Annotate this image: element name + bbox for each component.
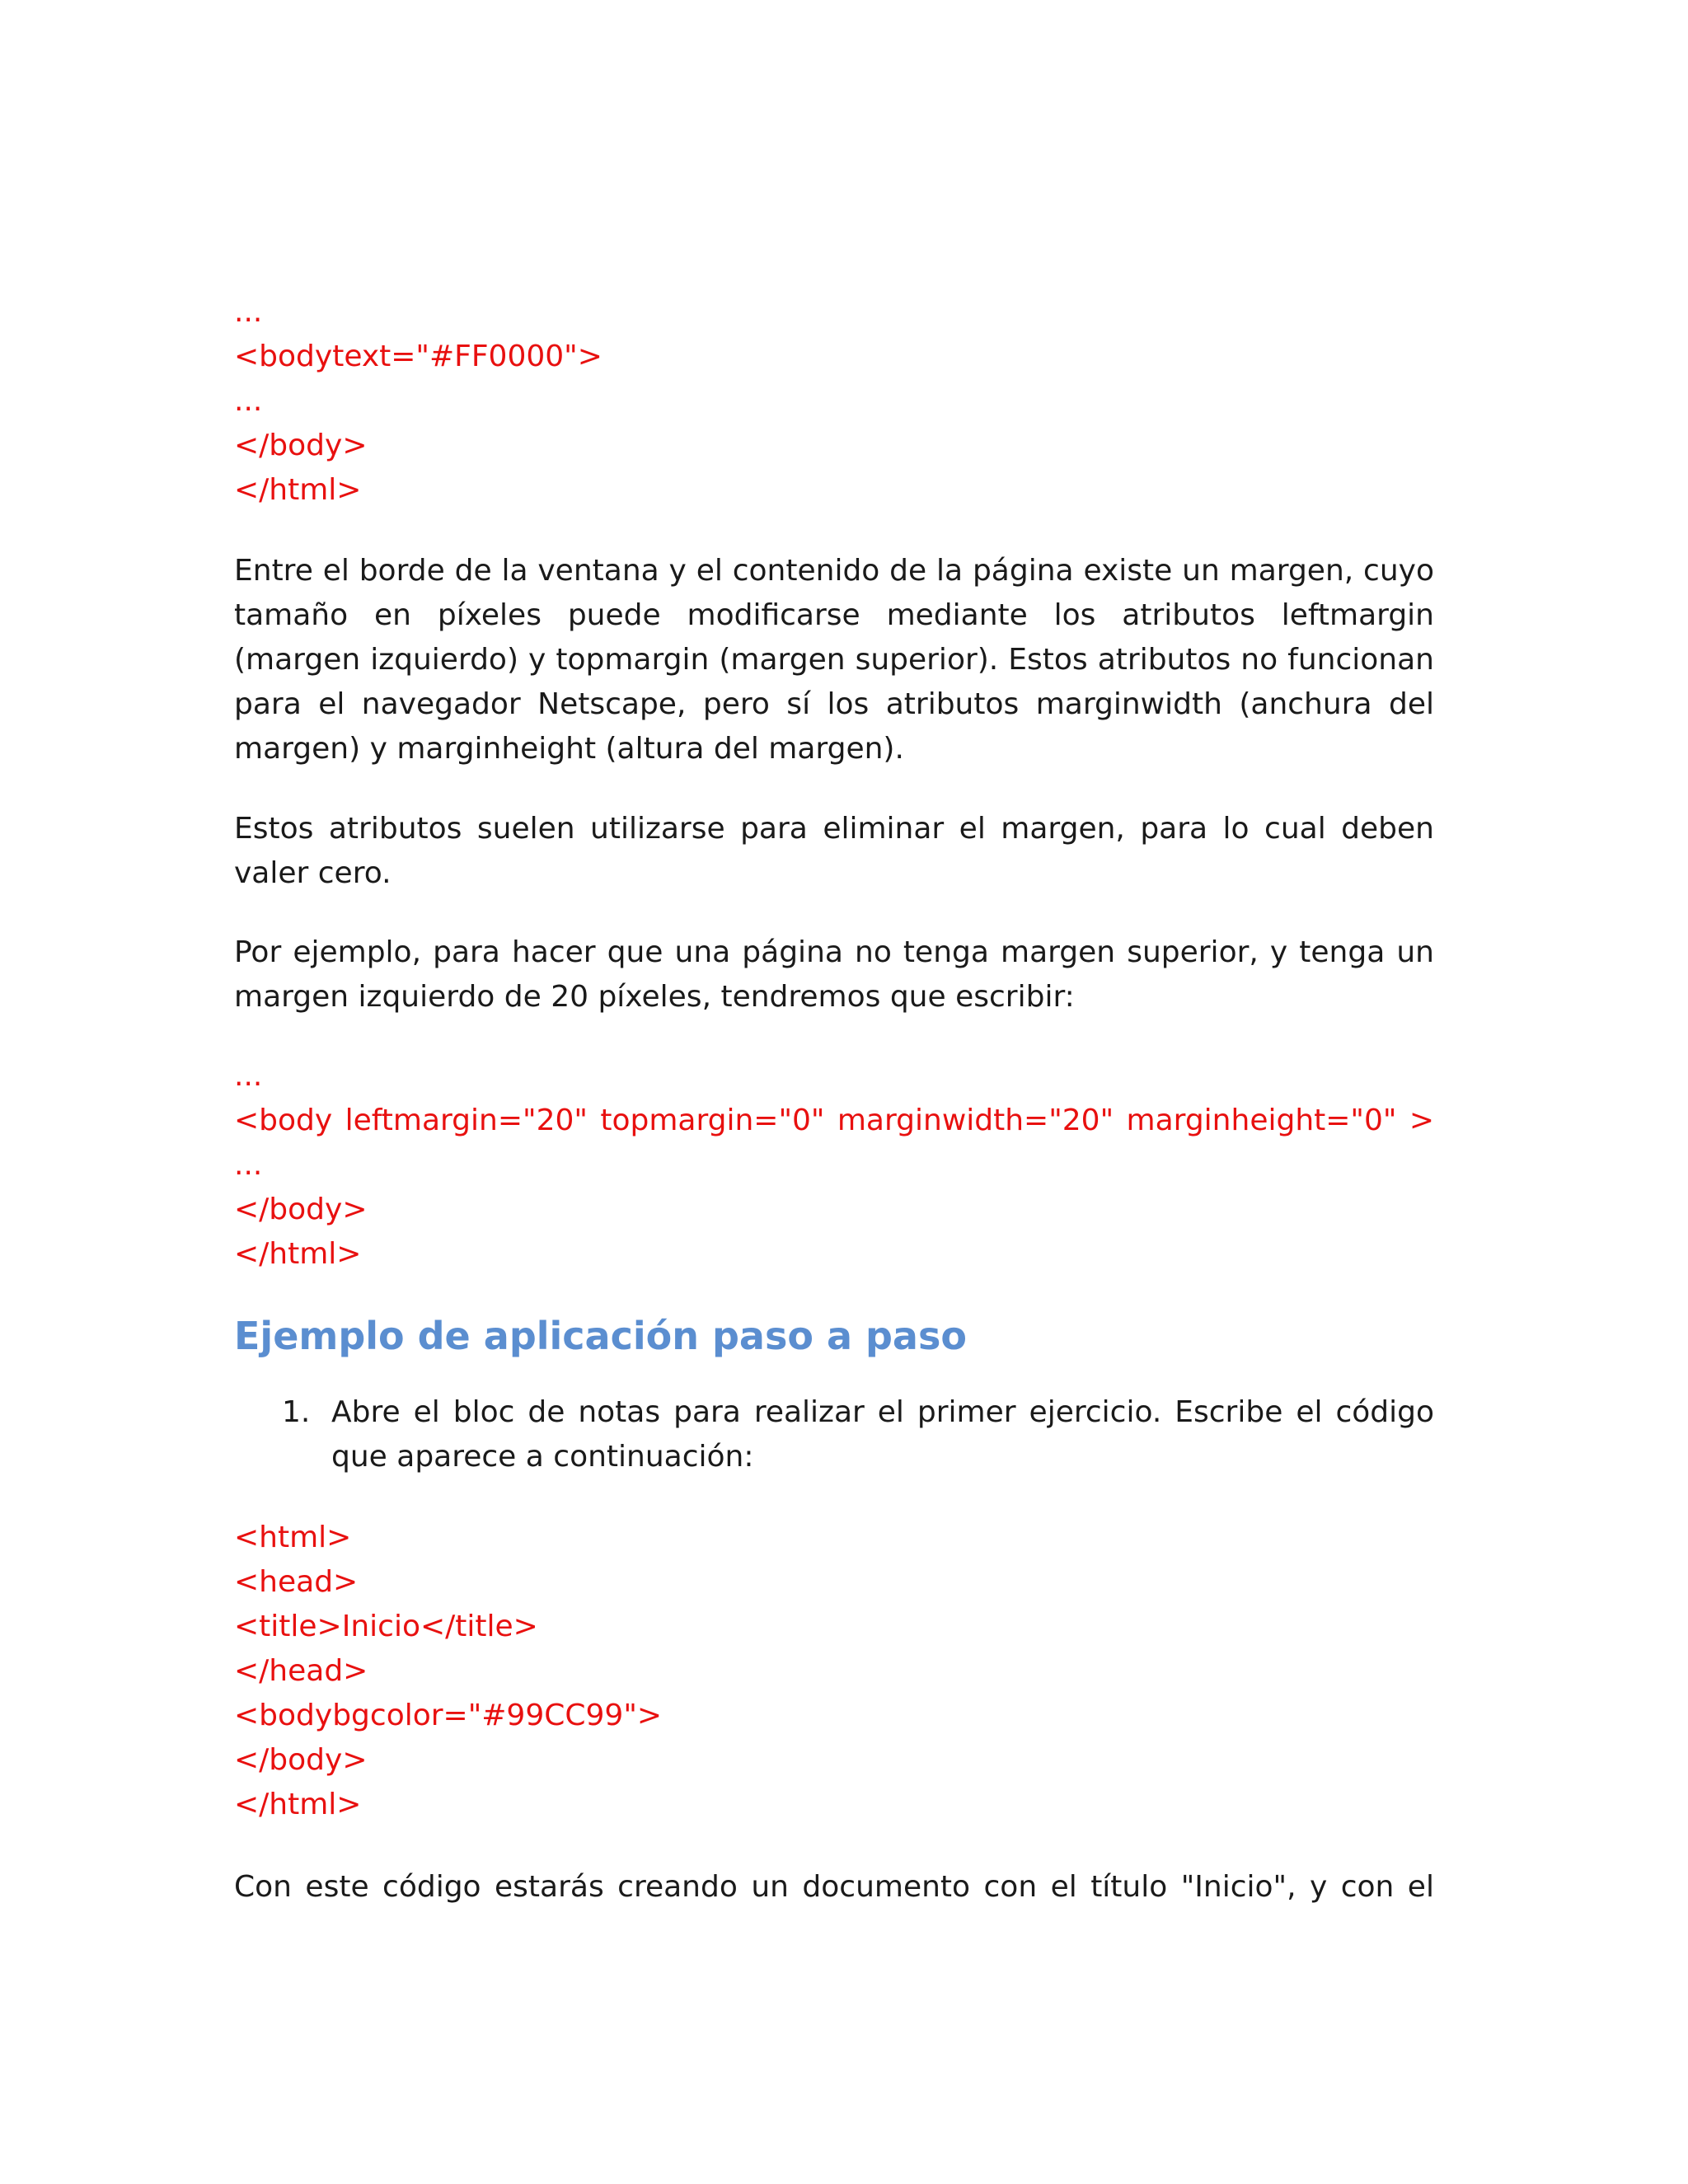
word: código [382, 1870, 481, 1904]
word: documento [802, 1870, 971, 1904]
paragraph-closing-line [234, 1865, 1434, 1910]
code-line: </html> [234, 1788, 362, 1821]
word: y [1309, 1870, 1328, 1904]
document-content [234, 290, 1434, 1910]
code-line: ... [234, 295, 263, 329]
word: Con [234, 1870, 292, 1904]
word: con [983, 1870, 1038, 1904]
code-line: </body> [234, 1193, 368, 1226]
code-line: ... [234, 1059, 263, 1093]
section-heading: Ejemplo de aplicación paso a paso [234, 1314, 967, 1358]
code-line: <bodytext="#FF0000"> [234, 340, 603, 373]
code-line: <bodybgcolor="#99CC99"> [234, 1699, 663, 1732]
word: título [1090, 1870, 1168, 1904]
word: este [305, 1870, 369, 1904]
word: un [751, 1870, 789, 1904]
code-block-text-color [234, 290, 1434, 513]
code-token: leftmargin="20" [345, 1104, 588, 1137]
paragraph-margin-intro: Entre el borde de la ventana y el contenido de la página existe un margen, cuyo tamaño en píxeles puede modificarse mediante los atributos leftmargin (margen izquierdo) y topmargin (margen superior). Estos atributos no funcionan para el navegador Netscape, pero sí los atributos marginwidth (anchura del margen) y marginheight (altura del margen). [234, 554, 1434, 766]
code-line: </html> [234, 473, 362, 507]
word: con [1340, 1870, 1395, 1904]
code-token: <body [234, 1104, 333, 1137]
code-line: </body> [234, 1743, 368, 1777]
paragraph-example-intro: Por ejemplo, para hacer que una página no tenga margen superior, y tenga un margen izquierdo de 20 píxeles, tendremos que escribir: [234, 935, 1434, 1014]
code-line: ... [234, 384, 263, 418]
code-line: <html> [234, 1521, 352, 1554]
code-line: <title>Inicio</title> [234, 1610, 538, 1643]
code-line: </head> [234, 1654, 368, 1688]
word: creando [617, 1870, 738, 1904]
code-line-body-margins [234, 1099, 1434, 1143]
word: el [1050, 1870, 1077, 1904]
code-token: marginwidth="20" [837, 1104, 1114, 1137]
list-item-step-1 [234, 1390, 1434, 1479]
word: estarás [495, 1870, 604, 1904]
code-block-margins [234, 1054, 1434, 1277]
code-line: </html> [234, 1237, 362, 1271]
code-line: </body> [234, 429, 368, 462]
word: "Inicio", [1180, 1870, 1296, 1904]
code-line: ... [234, 1148, 263, 1182]
code-token: > [1409, 1104, 1434, 1137]
code-line: <head> [234, 1565, 359, 1599]
list-item-text: Abre el bloc de notas para realizar el primer ejercicio. Escribe el código que aparece a continuación: [331, 1395, 1434, 1474]
list-item-number: 1. [282, 1395, 311, 1429]
paragraph-margin-zero: Estos atributos suelen utilizarse para eliminar el margen, para lo cual deben valer cero. [234, 812, 1434, 890]
word: el [1407, 1870, 1434, 1904]
code-token: marginheight="0" [1126, 1104, 1397, 1137]
code-block-example [234, 1516, 1434, 1827]
code-token: topmargin="0" [600, 1104, 825, 1137]
